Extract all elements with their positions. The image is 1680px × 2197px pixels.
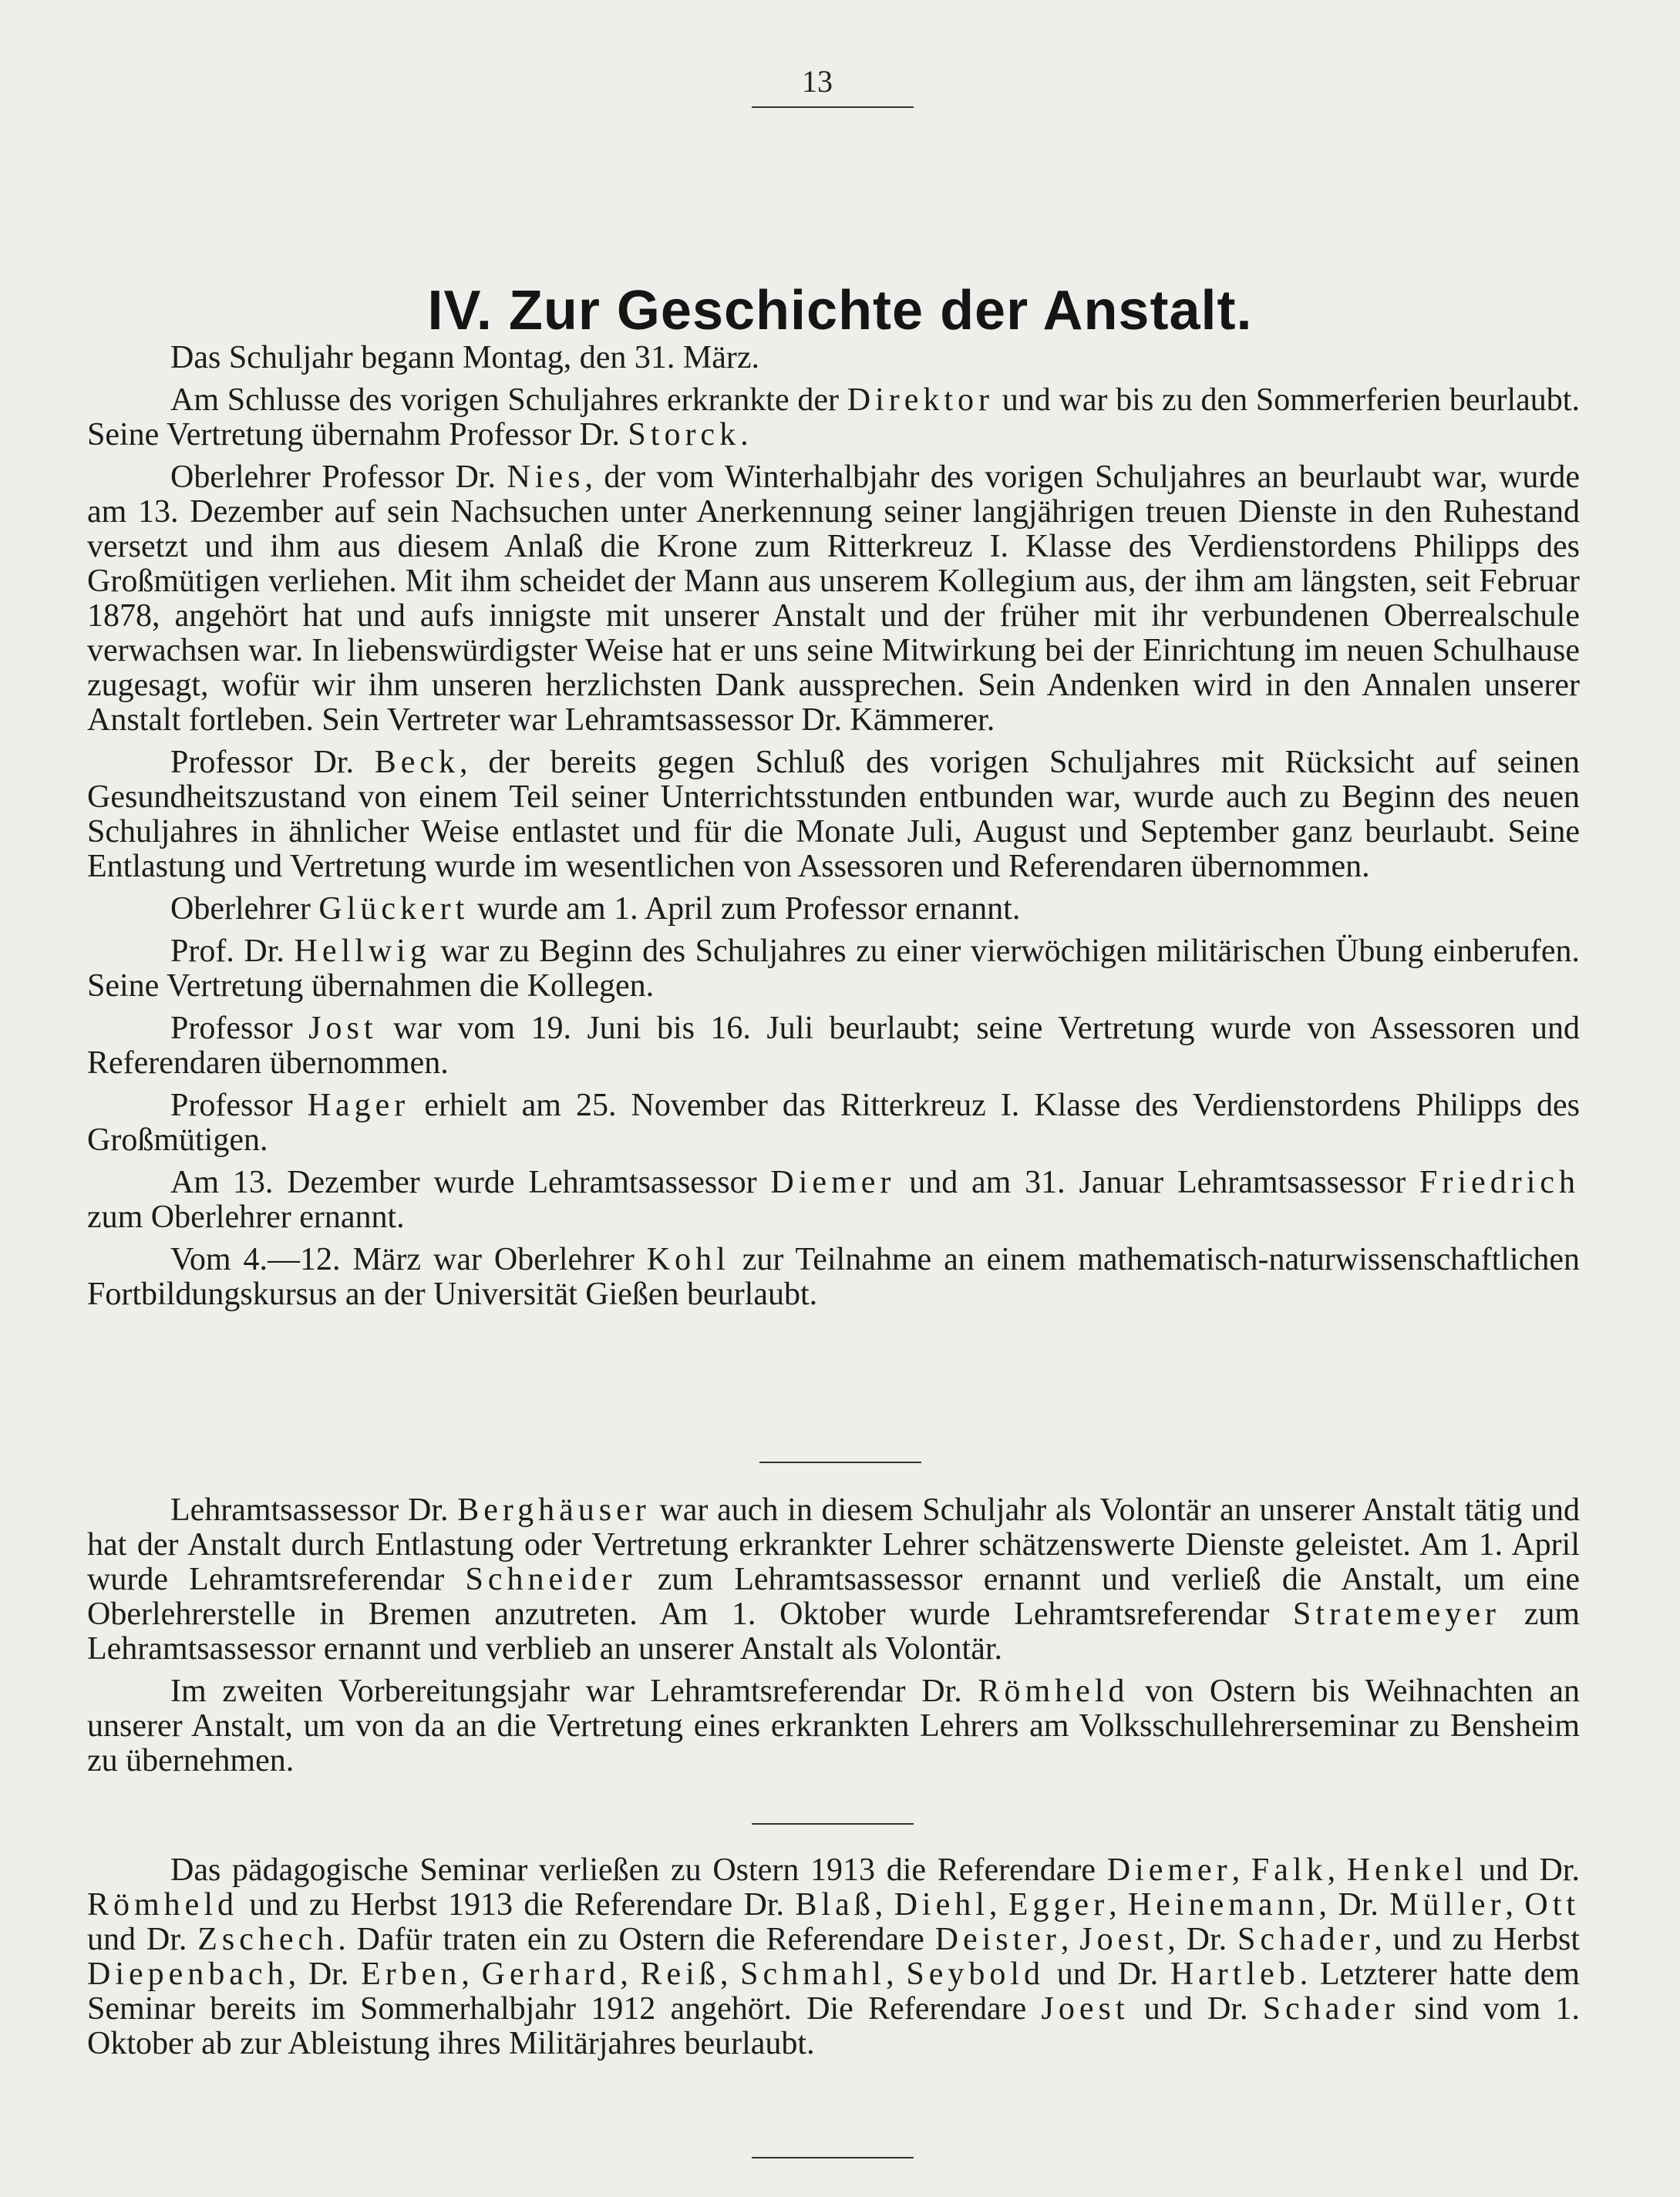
- paragraph-director: Am Schlusse des vorigen Schuljahres erkrankte der Direktor und war bis zu den Sommerferien beurlaubt. Seine Vertretung übernahm Professor Dr. Storck.: [87, 382, 1580, 453]
- paragraph-jost: Professor Jost war vom 19. Juni bis 16. Juli beurlaubt; seine Vertretung wurde von Assessoren und Referendaren übernommen.: [87, 1011, 1581, 1081]
- section-divider: [752, 1823, 914, 1825]
- paragraph-kohl: Vom 4.—12. März war Oberlehrer Kohl zur Teilnahme an einem mathematisch-naturwissenschaftlichen Fortbildungskursus an der Universität Gießen beurlaubt.: [87, 1242, 1581, 1312]
- section-divider: [759, 1462, 921, 1463]
- paragraph-school-year: Das Schuljahr begann Montag, den 31. März.: [170, 340, 759, 375]
- paragraph-nies: Oberlehrer Professor Dr. Nies, der vom Winterhalbjahr des vorigen Schuljahres an beurlaubt war, wurde am 13. Dezember auf sein Nachsuchen unter Anerkennung seiner langjährigen treuen Dienste in den Ruhestand versetzt und ihm aus diesem Anlaß die Krone zum Ritterkreuz I. Klasse des Verdienstordens Philipps des Großmütigen verliehen. Mit ihm scheidet der Mann aus unserem Kollegium aus, der ihm am längsten, seit Februar 1878, angehört hat und aufs innigste mit unserer Anstalt und der früher mit ihr verbundenen Oberrealschule verwachsen war. In liebenswürdigster Weise hat er uns seine Mitwirkung bei der Einrichtung im neuen Schulhause zugesagt, wofür wir ihm unseren herzlichsten Dank aussprechen. Sein Andenken wird in den Annalen unserer Anstalt fortleben. Sein Vertreter war Lehramtsassessor Dr. Kämmerer.: [87, 459, 1580, 738]
- page-number-underline: [752, 106, 914, 108]
- text-block-seminar: [87, 1853, 1580, 2061]
- paragraph-hellwig: Prof. Dr. Hellwig war zu Beginn des Schuljahres zu einer vierwöchigen militärischen Übung einberufen. Seine Vertretung übernahmen die Kollegen.: [87, 934, 1580, 1004]
- page-number: 13: [802, 64, 833, 99]
- paragraph-hager: Professor Hager erhielt am 25. November das Ritterkreuz I. Klasse des Verdienstordens Philipps des Großmütigen.: [87, 1088, 1580, 1158]
- section-title: IV. Zur Geschichte der Anstalt.: [427, 280, 1253, 341]
- paragraph-glueckert: Oberlehrer Glückert wurde am 1. April zum Professor ernannt.: [170, 891, 1021, 927]
- paragraph-seminar: Das pädagogische Seminar verließen zu Ostern 1913 die Referendare Diemer, Falk, Henkel und Dr. Römheld und zu Herbst 1913 die Referendare Dr. Blaß, Diehl, Egger, Heinemann, Dr. Müller, Ott und Dr. Zschech. Dafür traten ein zu Ostern die Referendare Deister, Joest, Dr. Schader, und zu Herbst Diepenbach, Dr. Erben, Gerhard, Reiß, Schmahl, Seybold und Dr. Hartleb. Letzterer hatte dem Seminar bereits im Sommerhalbjahr 1912 angehört. Die Referendare Joest und Dr. Schader sind vom 1. Oktober ab zur Ableistung ihres Militärjahres beurlaubt.: [87, 1852, 1581, 2061]
- text-block-assessors: [87, 1493, 1580, 1778]
- section-divider: [752, 2157, 914, 2158]
- paragraph-diemer-friedrich: Am 13. Dezember wurde Lehramtsassessor Diemer und am 31. Januar Lehramtsassessor Friedrich zum Oberlehrer ernannt.: [87, 1165, 1580, 1235]
- paragraph-beck: Professor Dr. Beck, der bereits gegen Schluß des vorigen Schuljahres mit Rücksicht auf seinen Gesundheitszustand von einem Teil seiner Unterrichtsstunden entbunden war, wurde auch zu Beginn des neuen Schuljahres in ähnlicher Weise entlastet und für die Monate Juli, August und September ganz beurlaubt. Seine Entlastung und Vertretung wurde im wesentlichen von Assessoren und Referendaren übernommen.: [87, 745, 1580, 884]
- paragraph-berghaeuser: Lehramtsassessor Dr. Berghäuser war auch in diesem Schuljahr als Volontär an unserer Anstalt tätig und hat der Anstalt durch Entlastung oder Vertretung erkrankter Lehrer schätzenswerte Dienste geleistet. Am 1. April wurde Lehramtsreferendar Schneider zum Lehramtsassessor ernannt und verließ die Anstalt, um eine Oberlehrerstelle in Bremen anzutreten. Am 1. Oktober wurde Lehramtsreferendar Stratemeyer zum Lehramtsassessor ernannt und verblieb an unserer Anstalt als Volontär.: [87, 1492, 1580, 1667]
- paragraph-roemheld: Im zweiten Vorbereitungsjahr war Lehramtsreferendar Dr. Römheld von Ostern bis Weihnachten an unserer Anstalt, um von da an die Vertretung eines erkrankten Lehrers am Volksschullehrerseminar zu Bensheim zu übernehmen.: [87, 1674, 1580, 1778]
- text-block-staff: [87, 341, 1580, 1312]
